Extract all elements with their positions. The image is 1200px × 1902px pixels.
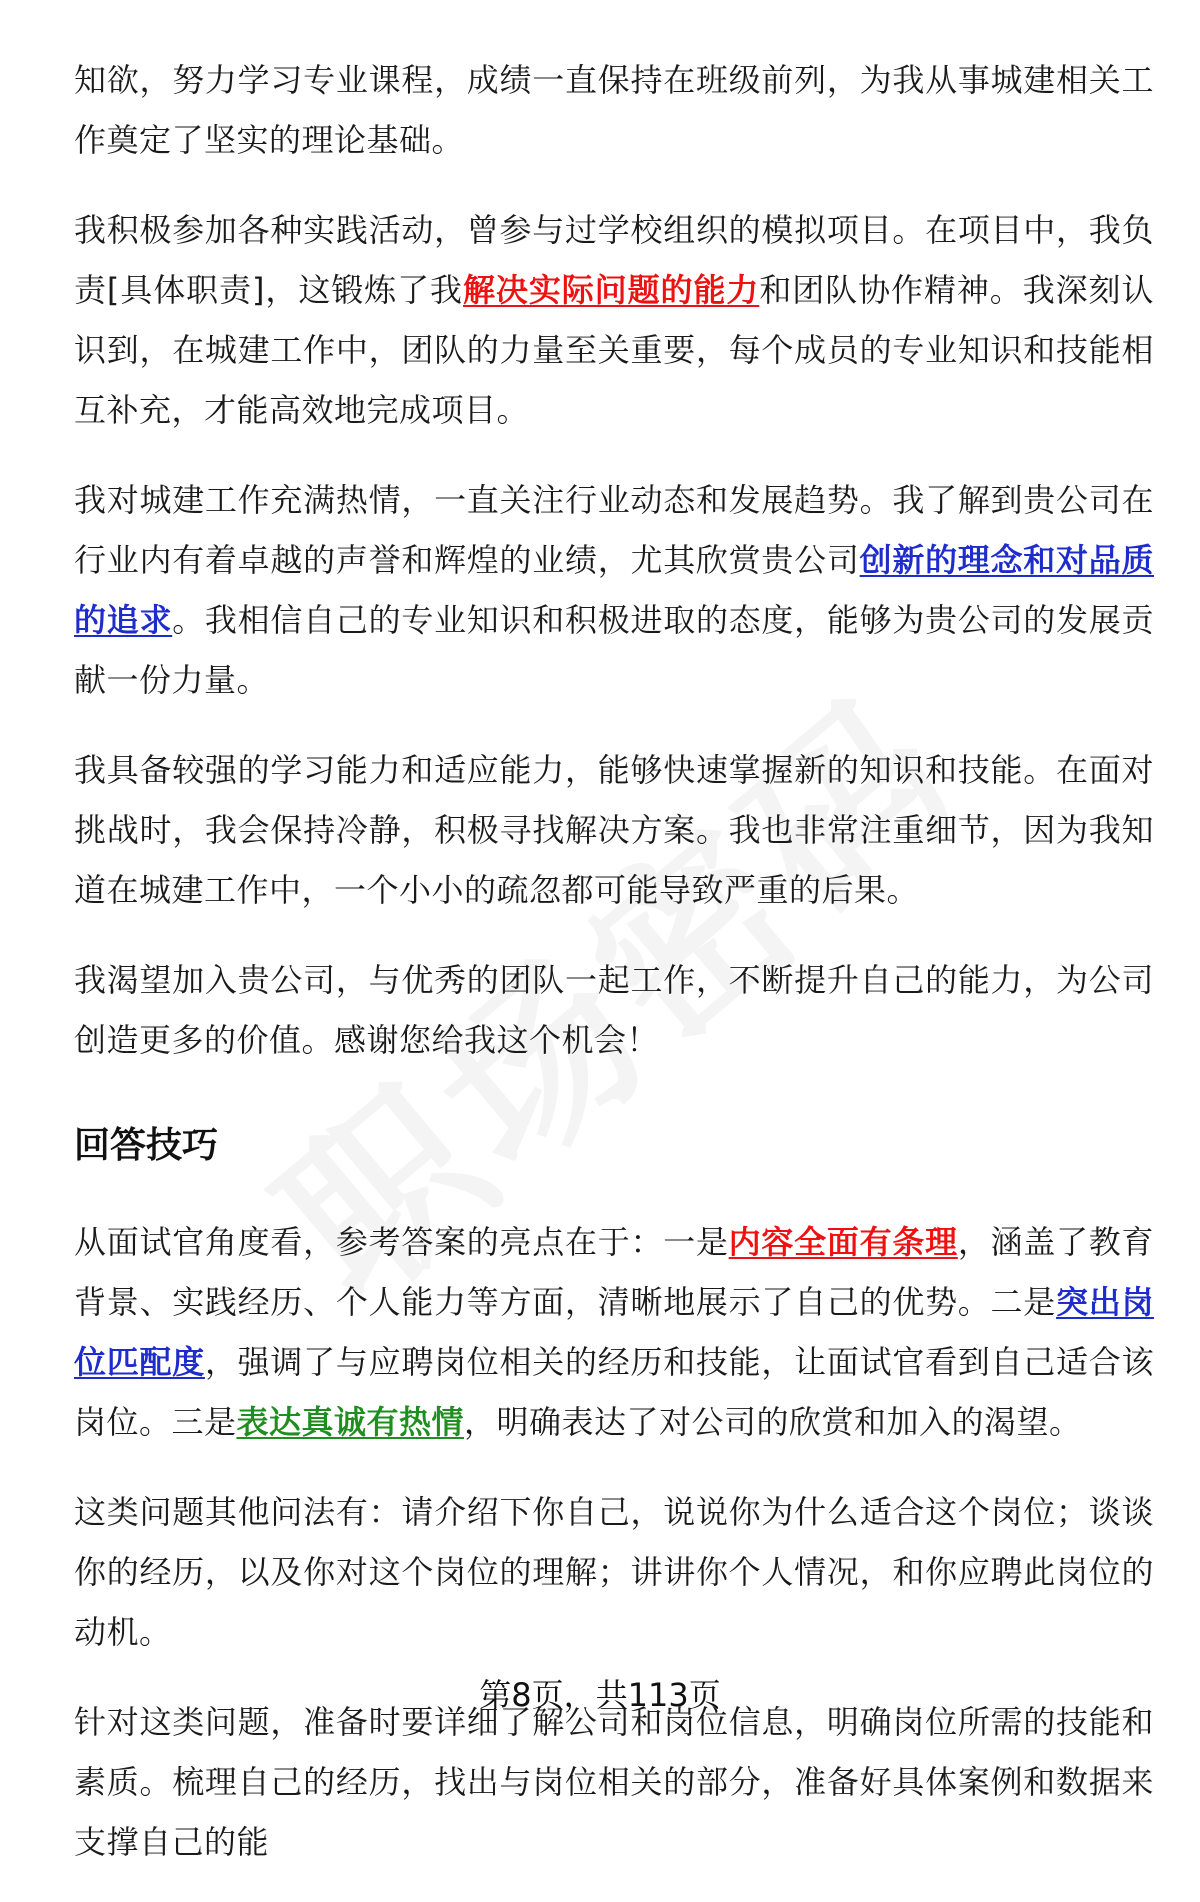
highlight-red: 解决实际问题的能力 xyxy=(462,271,760,309)
text-segment: 。我相信自己的专业知识和积极进取的态度，能够为贵公司的发展贡献一份力量。 xyxy=(74,601,1154,699)
tips-paragraph xyxy=(74,1482,1154,1662)
section-heading: 回答技巧 xyxy=(74,1125,219,1166)
text-segment: 我渴望加入贵公司，与优秀的团队一起工作，不断提升自己的能力，为公司创造更多的价值。感谢您给我这个机会！ xyxy=(74,961,1154,1059)
answer-paragraph xyxy=(74,950,1154,1070)
tips-section xyxy=(74,1212,1154,1872)
answer-section xyxy=(74,50,1154,1070)
text-segment: ，强调了与应聘岗位相关的经历和技能，让面试官看到自己适合该岗位。三是 xyxy=(74,1343,1154,1441)
text-segment: ，涵盖了教育背景、实践经历、个人能力等方面，清晰地展示了自己的优势。二是 xyxy=(74,1223,1154,1321)
highlight-red: 内容全面有条理 xyxy=(728,1223,958,1261)
answer-paragraph xyxy=(74,470,1154,710)
highlight-blue: 突出岗位匹配度 xyxy=(74,1283,1154,1381)
text-segment: 针对这类问题，准备时要详细了解公司和岗位信息，明确岗位所需的技能和素质。梳理自己的经历，找出与岗位相关的部分，准备好具体案例和数据来支撑自己的能 xyxy=(74,1703,1154,1861)
text-segment: 从面试官角度看，参考答案的亮点在于：一是 xyxy=(74,1223,729,1261)
tips-paragraph xyxy=(74,1212,1154,1452)
text-segment: 知欲，努力学习专业课程，成绩一直保持在班级前列，为我从事城建相关工作奠定了坚实的理论基础。 xyxy=(74,61,1154,159)
answer-paragraph xyxy=(74,740,1154,920)
highlight-blue: 创新的理念和对品质的追求 xyxy=(74,541,1154,639)
text-segment: 我具备较强的学习能力和适应能力，能够快速掌握新的知识和技能。在面对挑战时，我会保持冷静，积极寻找解决方案。我也非常注重细节，因为我知道在城建工作中，一个小小的疏忽都可能导致严重的后果。 xyxy=(74,751,1154,909)
answer-paragraph xyxy=(74,50,1154,170)
document-body xyxy=(74,50,1154,1902)
text-segment: 我积极参加各种实践活动，曾参与过学校组织的模拟项目。在项目中，我负责[具体职责]，这锻炼了我 xyxy=(74,211,1154,309)
text-segment: 和团队协作精神。我深刻认识到，在城建工作中，团队的力量至关重要，每个成员的专业知识和技能相互补充，才能高效地完成项目。 xyxy=(74,271,1154,429)
highlight-green: 表达真诚有热情 xyxy=(236,1403,465,1441)
answer-paragraph xyxy=(74,200,1154,440)
text-segment: 我对城建工作充满热情，一直关注行业动态和发展趋势。我了解到贵公司在行业内有着卓越的声誉和辉煌的业绩，尤其欣赏贵公司 xyxy=(74,481,1154,579)
text-segment: 这类问题其他问法有：请介绍下你自己，说说你为什么适合这个岗位；谈谈你的经历，以及你对这个岗位的理解；讲讲你个人情况，和你应聘此岗位的动机。 xyxy=(74,1493,1154,1651)
text-segment: ，明确表达了对公司的欣赏和加入的渴望。 xyxy=(464,1403,1082,1441)
page-number: 第8页，共113页 xyxy=(479,1676,721,1714)
